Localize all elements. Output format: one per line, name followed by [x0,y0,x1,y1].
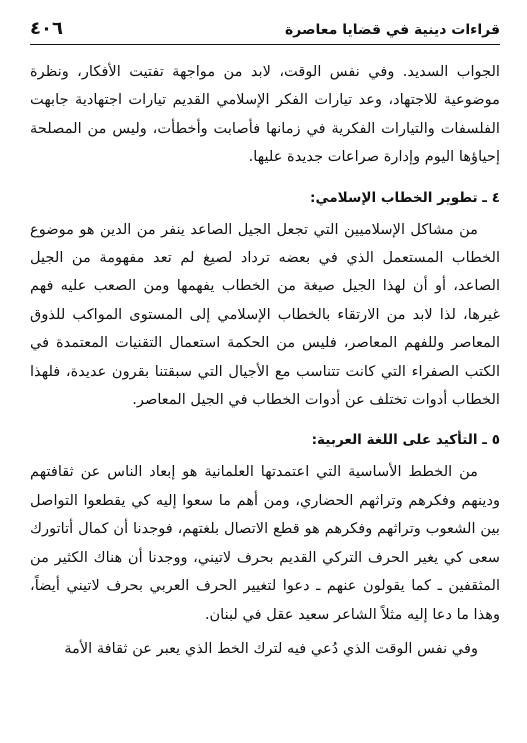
body-text [30,58,500,663]
page-number: ٤٠٦ [30,18,63,39]
section-heading-4: ٤ ـ تطوير الخطاب الإسلامي: [310,189,500,206]
header-rule [30,44,500,45]
paragraph-last: وفي نفس الوقت الذي دُعي فيه لترك الخط الذي يعبر عن ثقافة الأمة [64,639,478,657]
paragraph-discourse: من مشاكل الإسلاميين التي تجعل الجيل الصاعد ينفر من الدين هو موضوع الخطاب المستعمل الذي في بعضه ترداد لصيغ لم تعد مفهومة من الجيل الصاعد، أو أن لهذا الجيل صيغة من الخطاب يفهمها ومن الصعب عليه فهم غيرها، لذا لابد من الارتقاء بالخطاب الإسلامي إلى المستوى المواكب للذوق المعاصر وللفهم المعاصر، فليس من الحكمة استعمال التقنيات المعتمدة في الكتب الصفراء التي كانت تتناسب مع الأجيال التي سبقتنا بقرون عديدة، فلهذا الخطاب أدوات تختلف عن أدوات الخطاب في الجيل المعاصر. [30,220,500,409]
section-heading-5: ٥ ـ التأكيد على اللغة العربية: [311,432,500,449]
page-header [30,14,500,44]
paragraph-arabic-language: من الخطط الأساسية التي اعتمدتها العلمانية هو إبعاد الناس عن ثقافتهم ودينهم وفكرهم وتراثهم الحضاري، ومن أهم ما سعوا إليه كي يقطعوا التواصل بين الشعوب وتراثهم وفكرهم هو قطع الاتصال بلغتهم، فوجدنا أن كمال أتاتورك سعى كي يغير الحرف التركي القديم بحرف لاتيني، ووجدنا أن هناك الكثير من المثقفين ـ كما يقولون عنهم ـ دعوا لتغيير الحرف العربي بحرف لاتيني أيضاً، وهذا ما دعا إليه مثلاً الشاعر سعيد عقل في لبنان. [30,463,500,623]
paragraph-continued: الجواب السديد. وفي نفس الوقت، لابد من مواجهة تفتيت الأفكار، ونظرة موضوعية للاجتهاد، وعد تيارات الفكر الإسلامي القديم تيارات اجتهادية جابهت الفلسفات والتيارات الفكرية في زمانها فأصابت وأخطأت، وليس من المصلحة إحياؤها اليوم وإدارة صراعات جديدة عليها. [30,63,500,166]
running-title: قراءات دينية في قضايا معاصرة [285,22,500,38]
